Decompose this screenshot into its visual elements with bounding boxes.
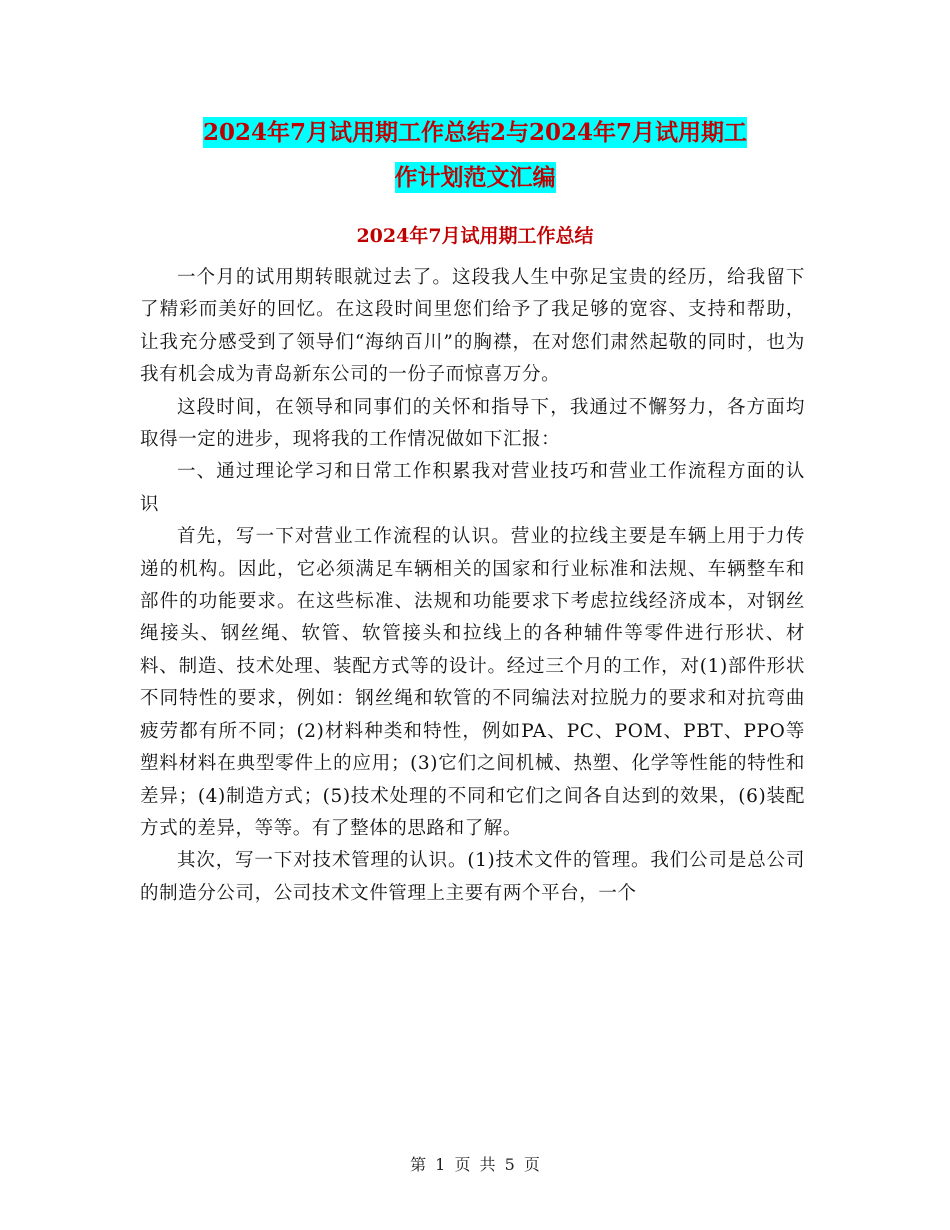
document-title — [140, 110, 810, 200]
paragraph: 其次，写一下对技术管理的认识。(1)技术文件的管理。我们公司是总公司的制造分公司，公司技术文件管理上主要有两个平台，一个 — [140, 850, 805, 904]
paragraph: 一、通过理论学习和日常工作积累我对营业技巧和营业工作流程方面的认识 — [140, 461, 805, 515]
paragraph: 一个月的试用期转眼就过去了。这段我人生中弥足宝贵的经历，给我留下了精彩而美好的回忆。在这段时间里您们给予了我足够的宽容、支持和帮助，让我充分感受到了领导们“海纳百川”的胸襟，在对您们肃然起敬的同时，也为我有机会成为青岛新东公司的一份子而惊喜万分。 — [140, 267, 805, 386]
title-line-1: 2024年7月试用期工作总结2与2024年7月试用期工 — [202, 119, 748, 146]
document-body — [140, 262, 805, 910]
section-title: 2024年7月试用期工作总结 — [356, 225, 594, 247]
paragraph: 首先，写一下对营业工作流程的认识。营业的拉线主要是车辆上用于力传递的机构。因此，它必须满足车辆相关的国家和行业标准和法规、车辆整车和部件的功能要求。在这些标准、法规和功能要求下考虑拉线经济成本，对钢丝绳接头、钢丝绳、软管、软管接头和拉线上的各种辅件等零件进行形状、材料、制造、技术处理、装配方式等的设计。经过三个月的工作，对(1)部件形状不同特性的要求，例如：钢丝绳和软管的不同编法对拉脱力的要求和对抗弯曲疲劳都有所不同；(2)材料种类和特性，例如PA、PC、POM、PBT、PPO等塑料材料在典型零件上的应用；(3)它们之间机械、热塑、化学等性能的特性和差异；(4)制造方式；(5)技术处理的不同和它们之间各自达到的效果，(6)装配方式的差异，等等。有了整体的思路和了解。 — [140, 526, 805, 839]
page-footer: 第 1 页 共 5 页 — [410, 1155, 540, 1174]
paragraph: 这段时间，在领导和同事们的关怀和指导下，我通过不懈努力，各方面均取得一定的进步，现将我的工作情况做如下汇报： — [140, 396, 805, 451]
title-line-2: 作计划范文汇编 — [394, 164, 556, 191]
